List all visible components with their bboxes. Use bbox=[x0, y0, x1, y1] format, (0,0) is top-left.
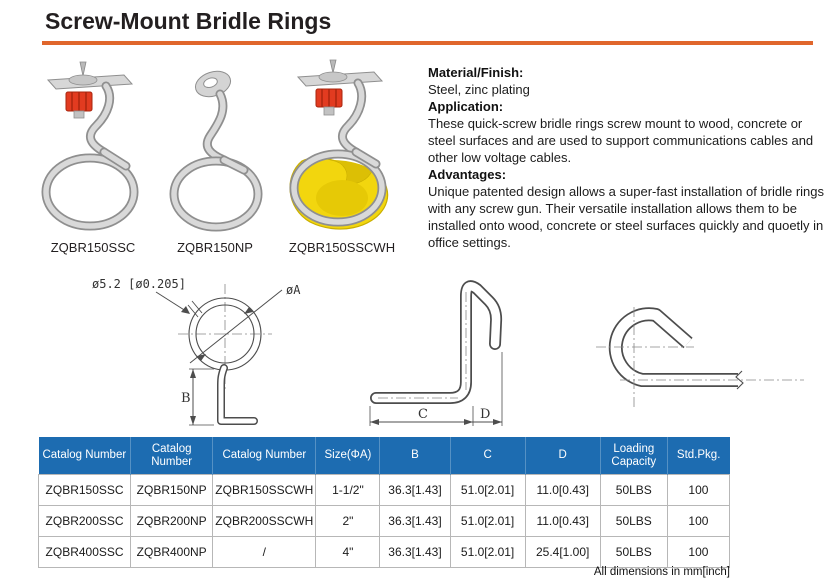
material-finish-text: Steel, zinc plating bbox=[428, 82, 530, 97]
cell-catalog-sscwh: / bbox=[213, 537, 316, 568]
cell-loading-capacity: 50LBS bbox=[600, 475, 667, 506]
dimensions-note: All dimensions in mm[inch] bbox=[593, 566, 730, 578]
cell-dim-b: 36.3[1.43] bbox=[380, 506, 450, 537]
title-underline bbox=[42, 41, 813, 45]
cell-dim-b: 36.3[1.43] bbox=[380, 475, 450, 506]
dimension-b-label: B bbox=[181, 391, 191, 406]
drawing-front-view bbox=[40, 272, 320, 437]
cell-std-pkg: 100 bbox=[667, 475, 729, 506]
table-row bbox=[39, 537, 730, 568]
cell-size: 1-1/2" bbox=[316, 475, 380, 506]
cell-dim-c: 51.0[2.01] bbox=[450, 506, 525, 537]
dimension-c-label: C bbox=[418, 407, 428, 422]
cell-loading-capacity: 50LBS bbox=[600, 506, 667, 537]
cell-dim-c: 51.0[2.01] bbox=[450, 475, 525, 506]
ring-diameter-label: øA bbox=[286, 283, 301, 297]
dimension-d-label: D bbox=[480, 407, 491, 422]
product-photo-zqbr150np bbox=[158, 60, 273, 238]
col-header-size: Size(ΦA) bbox=[316, 437, 380, 475]
product-label: ZQBR150SSC bbox=[50, 240, 136, 255]
cell-catalog-ssc: ZQBR150SSC bbox=[39, 475, 131, 506]
cell-catalog-sscwh: ZQBR150SSCWH bbox=[213, 475, 316, 506]
cell-loading-capacity: 50LBS bbox=[600, 537, 667, 568]
cell-std-pkg: 100 bbox=[667, 537, 729, 568]
cell-dim-b: 36.3[1.43] bbox=[380, 537, 450, 568]
cell-catalog-np: ZQBR400NP bbox=[131, 537, 213, 568]
cell-size: 4" bbox=[316, 537, 380, 568]
application-heading: Application: bbox=[428, 99, 504, 114]
cell-catalog-np: ZQBR200NP bbox=[131, 506, 213, 537]
advantages-text: Unique patented design allows a super-fast installation of bridle rings with any screw gun. Their versatile installation allows them to be installed onto wood, concrete or steel surfaces quickly and quoetly in office settings. bbox=[428, 184, 825, 250]
cell-size: 2" bbox=[316, 506, 380, 537]
bridle-ring-screw-mount-illustration bbox=[28, 60, 158, 238]
advantages-heading: Advantages: bbox=[428, 167, 507, 182]
cell-dim-d: 25.4[1.00] bbox=[525, 537, 600, 568]
table-row bbox=[39, 475, 730, 506]
bridle-ring-nail-plate-illustration bbox=[158, 60, 273, 238]
product-photo-zqbr150ssc bbox=[28, 60, 158, 238]
col-header-std-pkg: Std.Pkg. bbox=[667, 437, 729, 475]
application-text: These quick-screw bridle rings screw mount to wood, concrete or steel surfaces and are used to support communications cables and other low voltage cables. bbox=[428, 116, 814, 165]
product-label: ZQBR150SSCWH bbox=[288, 240, 396, 255]
page-title: Screw-Mount Bridle Rings bbox=[45, 8, 332, 34]
drawing-side-view bbox=[330, 272, 580, 437]
drawing-top-view bbox=[590, 285, 810, 425]
col-header-c: C bbox=[450, 437, 525, 475]
material-finish-heading: Material/Finish: bbox=[428, 65, 524, 80]
cell-catalog-sscwh: ZQBR200SSCWH bbox=[213, 506, 316, 537]
cell-catalog-ssc: ZQBR400SSC bbox=[39, 537, 131, 568]
spec-table-header-row bbox=[39, 437, 730, 475]
cell-catalog-np: ZQBR150NP bbox=[131, 475, 213, 506]
product-photo-zqbr150sscwh bbox=[272, 58, 412, 240]
col-header-d: D bbox=[525, 437, 600, 475]
product-label: ZQBR150NP bbox=[177, 240, 253, 255]
cell-dim-c: 51.0[2.01] bbox=[450, 537, 525, 568]
cell-dim-d: 11.0[0.43] bbox=[525, 506, 600, 537]
cell-std-pkg: 100 bbox=[667, 506, 729, 537]
col-header-loading-capacity: Loading Capacity bbox=[600, 437, 667, 475]
col-header-b: B bbox=[380, 437, 450, 475]
col-header-catalog-1: Catalog Number bbox=[39, 437, 131, 475]
col-header-catalog-3: Catalog Number bbox=[213, 437, 316, 475]
col-header-catalog-2: Catalog Number bbox=[131, 437, 213, 475]
product-info bbox=[428, 64, 830, 251]
cell-catalog-ssc: ZQBR200SSC bbox=[39, 506, 131, 537]
bridle-ring-with-saddle-illustration bbox=[272, 58, 412, 240]
wire-diameter-label: ø5.2 [ø0.205] bbox=[92, 277, 186, 291]
table-row bbox=[39, 506, 730, 537]
cell-dim-d: 11.0[0.43] bbox=[525, 475, 600, 506]
spec-table bbox=[38, 437, 730, 568]
